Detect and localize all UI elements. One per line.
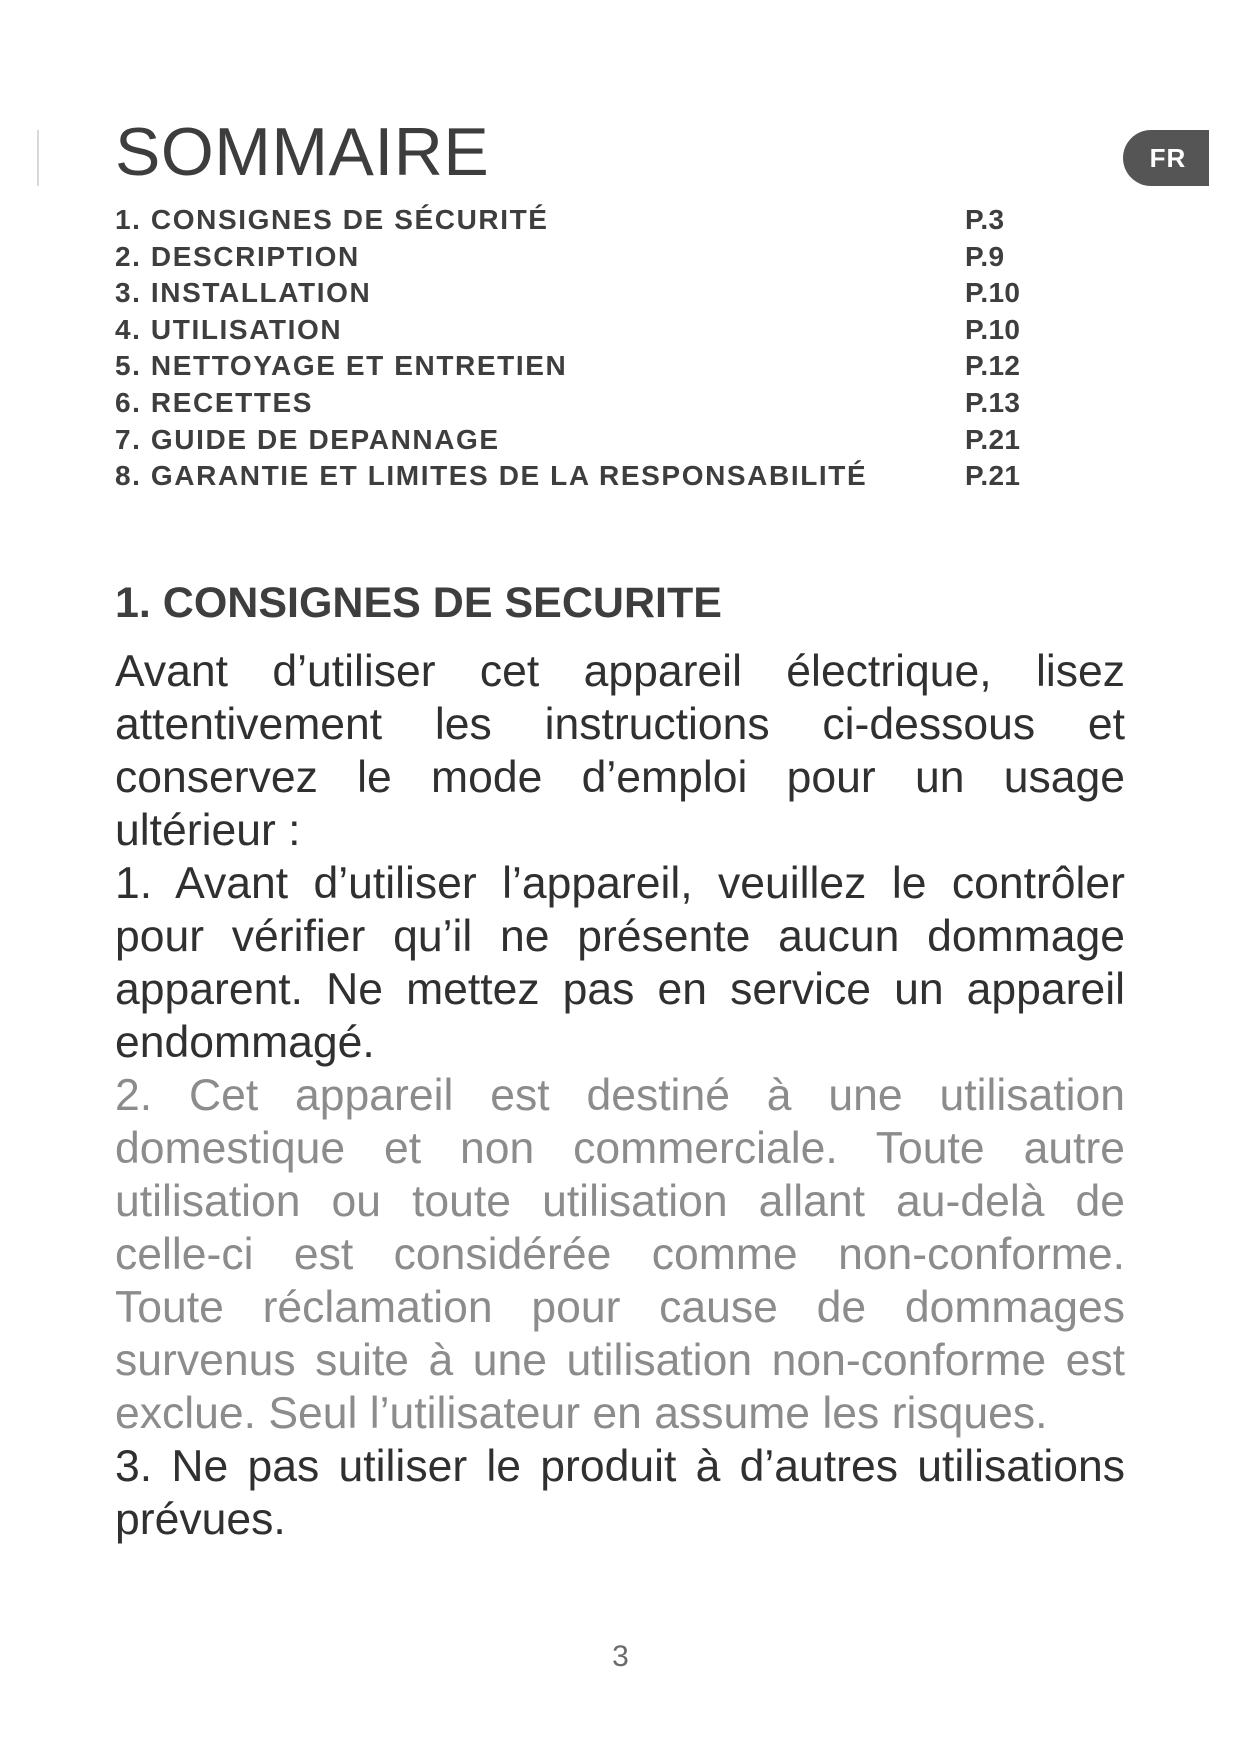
table-of-contents [115,202,1035,495]
toc-item-page: P.13 [965,386,1021,418]
toc-item-label: 5. NETTOYAGE ET ENTRETIEN [115,350,568,382]
section-heading: 1. CONSIGNES DE SECURITE [115,579,722,627]
toc-item-label: 3. INSTALLATION [115,277,372,309]
toc-item [115,458,1035,495]
toc-item [115,385,1035,422]
toc-item-label: 4. UTILISATION [115,313,343,345]
toc-item [115,202,1035,239]
page-number: 3 [612,1640,629,1673]
toc-item-page: P.12 [965,350,1021,382]
toc-item-page: P.21 [965,423,1021,455]
toc-item-page: P.21 [965,460,1021,492]
safety-item: 3. Ne pas utiliser le produit à d’autres utilisations prévues. [115,1442,1125,1544]
toc-item-label: 1. CONSIGNES DE SÉCURITÉ [115,204,549,235]
toc-item [115,422,1035,459]
toc-item-label: 7. GUIDE DE DEPANNAGE [115,423,500,455]
toc-item [115,275,1035,312]
safety-item: 2. Cet appareil est destiné à une utilisation domestique et non commerciale. Toute autre utilisation ou toute utilisation allant au-delà de celle-ci est considérée comme non-conforme. Toute réclamation pour cause de dommages survenus suite à une utilisation non-conforme est exclue. Seul l’utilisateur en assume les risques. [115,1071,1125,1438]
safety-item: 1. Avant d’utiliser l’appareil, veuillez le contrôler pour vérifier qu’il ne présente aucun dommage apparent. Ne mettez pas en service un appareil endommagé. [115,859,1125,1067]
margin-rule [37,130,39,186]
toc-item-page: P.10 [965,313,1021,345]
toc-item [115,239,1035,276]
toc-item-label: 8. GARANTIE ET LIMITES DE LA RESPONSABILITÉ [115,460,868,492]
page-title: SOMMAIRE [115,114,490,190]
toc-item-page: P.10 [965,277,1021,309]
intro-paragraph: Avant d’utiliser cet appareil électrique, lisez attentivement les instructions ci-dessous et conservez le mode d’emploi pour un usage ultérieur : [115,647,1125,855]
section-body [115,645,1125,1546]
language-badge: FR [1123,130,1209,186]
toc-item-page: P.9 [965,240,1005,272]
toc-item [115,312,1035,349]
toc-item-page: P.3 [965,204,1005,235]
toc-item [115,348,1035,385]
toc-item-label: 2. DESCRIPTION [115,240,360,272]
toc-item-label: 6. RECETTES [115,386,314,418]
